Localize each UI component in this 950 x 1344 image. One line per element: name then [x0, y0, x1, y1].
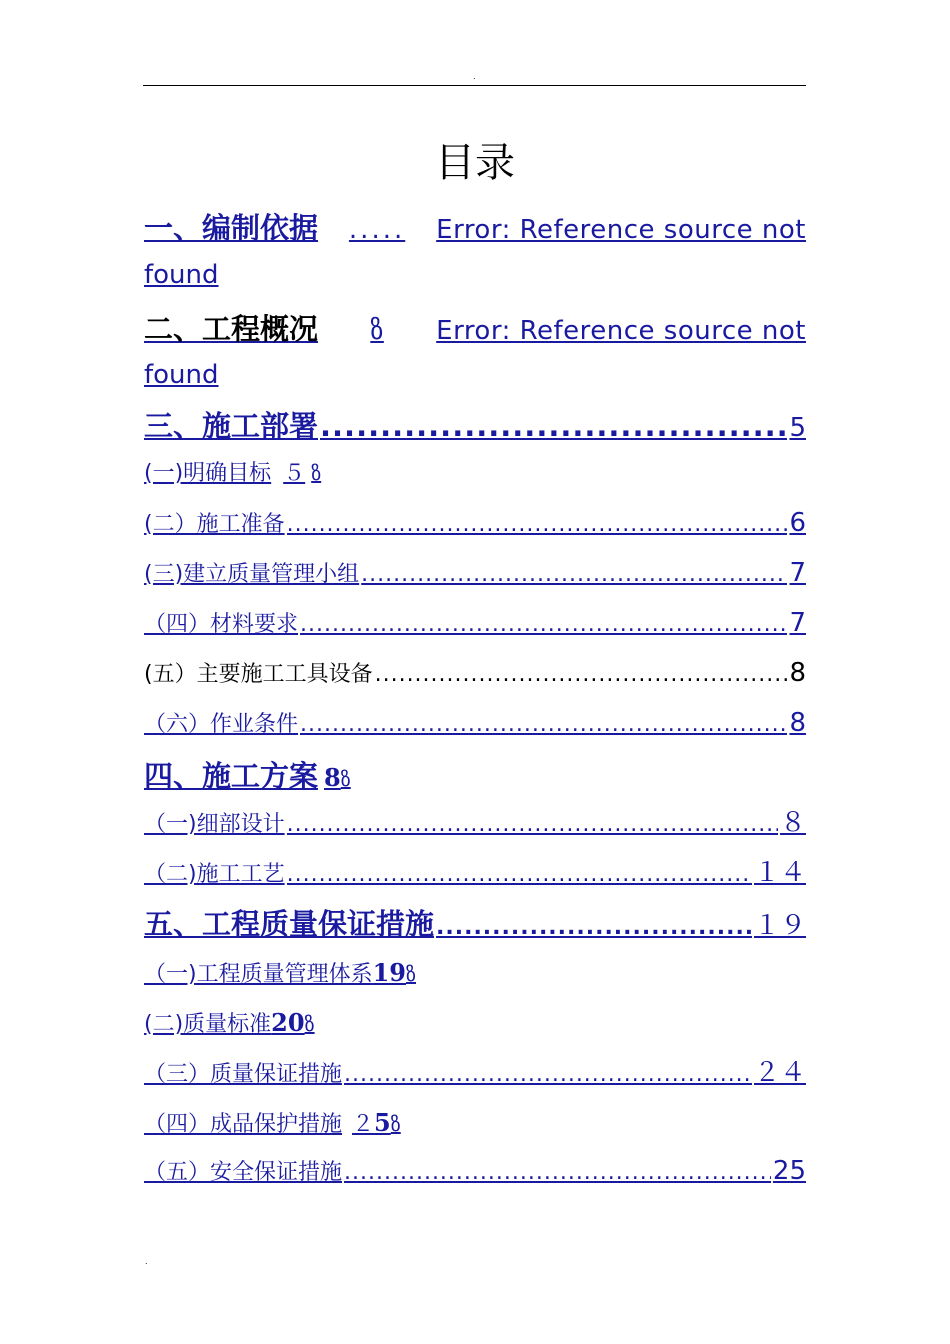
toc-entry-label: （二)施工工艺	[144, 862, 285, 887]
toc-entry-page-2: 5	[374, 1108, 391, 1137]
toc-entry-dots: .....	[348, 215, 406, 245]
toc-leader	[287, 860, 752, 890]
toc-entry-5-3[interactable]	[144, 1058, 806, 1090]
toc-entry-5-5[interactable]	[144, 1156, 806, 1188]
toc-entry-label: 三、施工部署	[144, 409, 319, 443]
toc-entry-page: 19	[372, 958, 406, 987]
toc-entry-marker: ზ	[311, 461, 322, 485]
toc-leader	[320, 406, 787, 446]
toc-entry-label: 二、工程概况	[144, 312, 319, 346]
toc-entry-marker: ზ	[370, 316, 384, 346]
toc-entry-error-cont: found	[144, 260, 219, 290]
toc-entry-page: 20	[271, 1008, 305, 1037]
toc-entry-label: （五）安全保证措施	[144, 1160, 343, 1185]
toc-entry-3-5[interactable]	[144, 658, 806, 690]
toc-entry-page: ５	[283, 461, 306, 486]
toc-entry-label: (二)质量标准	[144, 1012, 272, 1037]
toc-entry-page: ２４	[753, 1058, 806, 1088]
toc-entry-marker: ზ	[390, 1112, 401, 1136]
footer-mark: .	[145, 1257, 148, 1266]
toc-leader	[287, 510, 788, 540]
toc-entry-page: 7	[789, 608, 806, 638]
toc-entry-4[interactable]	[144, 756, 806, 799]
toc-entry-label: 五、工程质量保证措施	[144, 907, 435, 941]
toc-leader	[300, 610, 787, 640]
toc-leader	[361, 560, 787, 590]
toc-entry-page: ２	[352, 1112, 375, 1137]
toc-entry-3[interactable]	[144, 406, 806, 448]
toc-entry-page: 8	[789, 658, 806, 688]
toc-entry-label: (三)建立质量管理小组	[144, 562, 360, 587]
toc-entry-4-1[interactable]	[144, 808, 806, 840]
toc-entry-3-3[interactable]	[144, 558, 806, 590]
toc-entry-page: 6	[789, 508, 806, 538]
toc-entry-4-2[interactable]	[144, 858, 806, 890]
toc-entry-5-1[interactable]	[144, 958, 806, 990]
toc-leader	[300, 710, 787, 740]
toc-entry-page: 25	[772, 1156, 806, 1186]
toc-leader	[344, 1158, 771, 1188]
toc-entry-3-4[interactable]	[144, 608, 806, 640]
toc-entry-label: 四、施工方案	[144, 759, 319, 793]
toc-entry-page: １４	[753, 858, 806, 888]
toc-entry-error-cont: found	[144, 360, 219, 390]
toc-entry-error: Error: Reference source not	[436, 316, 806, 346]
toc-entry-page: 7	[789, 558, 806, 588]
toc-entry-5[interactable]	[144, 904, 806, 948]
toc-entry-error: Error: Reference source not	[436, 215, 806, 245]
toc-leader	[375, 660, 788, 690]
toc-entry-page: 5	[789, 413, 806, 443]
toc-entry-5-4[interactable]	[144, 1108, 806, 1140]
toc-entry-3-1[interactable]	[144, 458, 806, 489]
toc-entry-page: 8	[789, 708, 806, 738]
toc-leader	[287, 810, 778, 840]
toc-entry-page: 8	[324, 763, 341, 792]
toc-entry-label: （四）成品保护措施	[144, 1112, 343, 1137]
toc-leader	[344, 1060, 752, 1090]
toc-entry-label: （一)工程质量管理体系	[144, 962, 373, 987]
toc-entry-2[interactable]	[144, 307, 806, 390]
toc-title: 目录	[435, 140, 515, 186]
toc-entry-label: (一)明确目标	[144, 461, 272, 486]
toc-leader	[436, 908, 752, 948]
toc-entry-3-6[interactable]	[144, 708, 806, 740]
toc-entry-marker: ზ	[304, 1012, 315, 1036]
toc-entry-label: (五）主要施工工具设备	[144, 662, 373, 687]
header-mark: .	[473, 72, 476, 81]
toc-entry-label: （六）作业条件	[144, 712, 299, 737]
toc-entry-label: （四）材料要求	[144, 612, 299, 637]
toc-entry-3-2[interactable]	[144, 508, 806, 540]
toc-entry-label: (二）施工准备	[144, 512, 285, 537]
toc-entry-label: （三）质量保证措施	[144, 1062, 343, 1087]
toc-entry-1[interactable]	[144, 208, 806, 290]
toc-entry-page: ８	[779, 808, 806, 838]
toc-entry-marker: ზ	[340, 767, 351, 791]
header-rule	[143, 85, 806, 86]
toc-entry-marker: ზ	[406, 962, 417, 986]
toc-entry-label: （一)细部设计	[144, 812, 285, 837]
toc-entry-5-2[interactable]	[144, 1008, 806, 1040]
toc-entry-page: １９	[753, 911, 806, 941]
toc-entry-label: 一、编制依据	[144, 211, 319, 245]
